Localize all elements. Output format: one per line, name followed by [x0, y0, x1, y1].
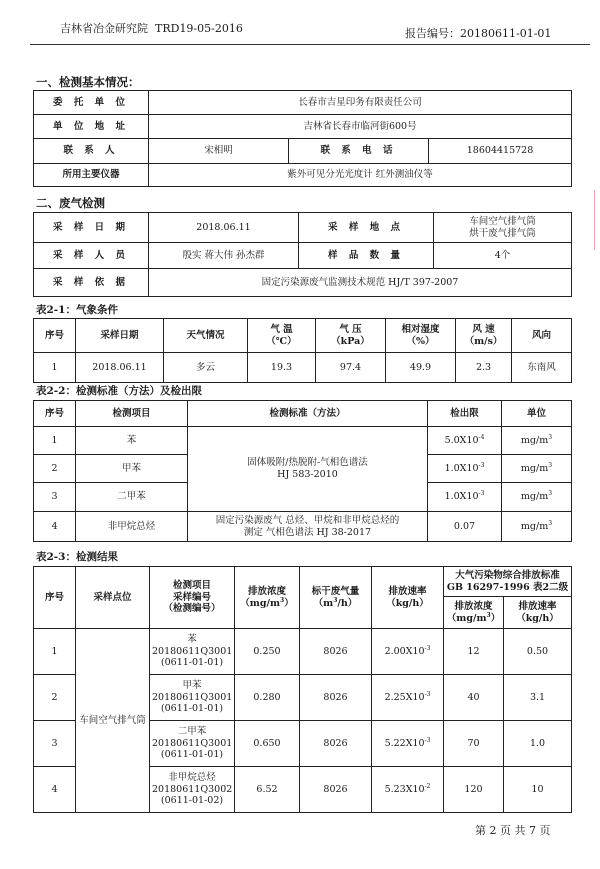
t23-h-std-1: 大气污染物综合排放标准: [455, 569, 560, 581]
t22-std-123-line1: 固体吸附/热脱附-气相色谱法: [247, 457, 368, 469]
table-row-rate: [372, 629, 444, 675]
client-value: 长春市吉星印务有限责任公司: [149, 91, 572, 115]
sample-code: 20180611Q3002: [152, 783, 233, 795]
unit-exp: 3: [548, 433, 553, 441]
t21-h-dir: 风向: [512, 319, 572, 353]
table-row-no: 3: [34, 721, 76, 767]
t22-std-4-line2: 测定 气相色谱法 HJ 38-2017: [243, 526, 372, 538]
t21-h-hum: [386, 319, 456, 353]
t21-h-wind-label: 风 速: [472, 323, 495, 335]
t23-h-no: 序号: [34, 567, 76, 629]
rate-exp: -2: [424, 782, 431, 790]
date-label: 采 样 日 期: [34, 213, 149, 243]
table22-title: 表2-2：检测标准（方法）及检出限: [36, 385, 202, 397]
t23-site: 车间空气排气筒: [76, 629, 150, 813]
sample-code: 20180611Q3001: [152, 691, 233, 703]
t23-h-std-rate-label: 排放速率: [518, 600, 557, 612]
t21-no: 1: [34, 353, 76, 383]
t21-h-press-unit: （kPa）: [331, 335, 370, 347]
table-row-conc: 0.650: [235, 721, 300, 767]
org-name: 吉林省冶金研究院: [60, 22, 148, 35]
table-row-rate: [372, 767, 444, 813]
t23-h-conc: [235, 567, 300, 629]
table-row-conc: 0.280: [235, 675, 300, 721]
count-label: 样 品 数 量: [299, 243, 434, 269]
t21-wind: 2.3: [456, 353, 512, 383]
t21-h-press: [316, 319, 386, 353]
t21-h-weather: 天气情况: [164, 319, 248, 353]
t21-weather: 多云: [164, 353, 248, 383]
table-row-std-rate: 3.1: [504, 675, 572, 721]
unit-base: mg/m: [520, 491, 549, 503]
unit-base: mg/m: [520, 434, 549, 446]
table-row-conc: 0.250: [235, 629, 300, 675]
t21-press: 97.4: [316, 353, 386, 383]
count-value: 4个: [434, 243, 572, 269]
table-row-item: [150, 675, 235, 721]
results-table: [33, 566, 572, 813]
table-row-item: 甲苯: [76, 455, 188, 483]
item-name: 苯: [187, 633, 197, 645]
t21-h-date: 采样日期: [76, 319, 164, 353]
t23-h-item-2: 采样编号: [172, 591, 211, 603]
t23-h-flow-unit: $(m^3/h)$: [313, 596, 358, 609]
t21-h-temp: [248, 319, 316, 353]
t21-h-wind: [456, 319, 512, 353]
limit-base: 1.0X10: [444, 491, 479, 503]
people-value: 殷实 蒋大伟 孙杰群: [149, 243, 299, 269]
weather-table: [33, 318, 572, 383]
item-name: 二甲苯: [177, 725, 207, 737]
t23-h-item-3: （检测编号）: [163, 603, 221, 615]
people-label: 采 样 人 员: [34, 243, 149, 269]
t21-h-hum-unit: （%）: [406, 335, 435, 347]
client-label: 委 托 单 位: [34, 91, 149, 115]
t21-h-press-label: 气 压: [339, 323, 362, 335]
page-number: 第 2 页 共 7 页: [475, 824, 551, 837]
t21-h-no: 序号: [34, 319, 76, 353]
t23-h-rate-unit: （kg/h）: [386, 597, 429, 609]
t23-h-std-rate: 排放速率 （kg/h）: [504, 597, 572, 629]
table-row-limit: [428, 455, 502, 483]
limit-base: 5.0X10: [444, 434, 479, 446]
item-name: 非甲烷总烃: [168, 771, 216, 783]
unit-exp: 3: [548, 461, 553, 469]
table-row-unit: [502, 455, 572, 483]
limit-exp: -4: [478, 433, 485, 441]
rate-base: 5.22X10: [384, 737, 425, 749]
t21-temp: 19.3: [248, 353, 316, 383]
table-row-std-conc: 40: [444, 675, 504, 721]
header-divider: [30, 44, 590, 45]
t23-h-std-2: GB 16297-1996 表2二级: [446, 581, 569, 593]
table-row-no: 1: [34, 629, 76, 675]
table-row-std-rate: 1.0: [504, 721, 572, 767]
table-row-conc: 6.52: [235, 767, 300, 813]
table-row-item: [150, 767, 235, 813]
unit-base: mg/m: [520, 462, 549, 474]
table-row-std-conc: 12: [444, 629, 504, 675]
unit-exp: 3: [548, 519, 553, 527]
t21-hum: 49.9: [386, 353, 456, 383]
item-name: 甲苯: [182, 679, 202, 691]
t22-std-4: [188, 512, 428, 542]
site-label: 采 样 地 点: [299, 213, 434, 243]
t21-h-hum-label: 相对湿度: [401, 323, 440, 335]
t23-h-item-1: 检测项目: [172, 579, 211, 591]
limit-exp: -3: [478, 461, 485, 469]
basis-label: 采 样 依 据: [34, 269, 149, 297]
table-row-item: 非甲烷总烃: [76, 512, 188, 542]
basis-value: 固定污染源废气监测技术规范 HJ/T 397-2007: [149, 269, 572, 297]
table-row-no: 3: [34, 483, 76, 512]
address-label: 单 位 地 址: [34, 115, 149, 139]
t22-std-123: [188, 427, 428, 512]
test-code: (0611-01-01): [160, 749, 224, 761]
rate-base: 2.00X10: [384, 645, 425, 657]
instrument-label: 所用主要仪器: [34, 164, 149, 187]
limit-base: 1.0X10: [444, 462, 479, 474]
t21-h-temp-label: 气 温: [270, 323, 293, 335]
test-code: (0611-01-01): [160, 657, 224, 669]
rate-exp: -3: [424, 736, 431, 744]
t23-h-site: 采样点位: [76, 567, 150, 629]
table-row-rate: [372, 675, 444, 721]
table-row-flow: 8026: [300, 675, 372, 721]
t23-h-std-conc-label: 排放浓度: [454, 600, 493, 612]
t22-h-unit: 单位: [502, 401, 572, 427]
t22-h-no: 序号: [34, 401, 76, 427]
site-value-1: 车间空气排气筒: [469, 215, 536, 227]
report-number: 报告编号：20180611-01-01: [405, 27, 552, 40]
table-row-item: [150, 629, 235, 675]
rate-exp: -3: [424, 690, 431, 698]
phone-label: 联 系 电 话: [289, 139, 429, 164]
table-row-no: 1: [34, 427, 76, 455]
t23-h-flow-label: 标干废气量: [311, 585, 360, 597]
table-row-std-rate: 10: [504, 767, 572, 813]
sample-code: 20180611Q3001: [152, 645, 233, 657]
t21-date: 2018.06.11: [76, 353, 164, 383]
seal-mark: [594, 190, 600, 250]
table-row-flow: 8026: [300, 629, 372, 675]
basic-info-table: [33, 90, 572, 187]
section1-title: 一、检测基本情况：: [36, 75, 140, 89]
table-row-item: 苯: [76, 427, 188, 455]
t23-h-rate: [372, 567, 444, 629]
site-value: [434, 213, 572, 243]
table-row-std-rate: 0.50: [504, 629, 572, 675]
method-table: [33, 400, 572, 542]
table-row-no: 2: [34, 675, 76, 721]
table-row-unit: [502, 483, 572, 512]
t21-dir: 东南风: [512, 353, 572, 383]
t22-h-limit: 检出限: [428, 401, 502, 427]
limit-exp: -3: [478, 489, 485, 497]
table-row-flow: 8026: [300, 767, 372, 813]
table-row-unit: [502, 512, 572, 542]
t22-std-4-line1: 固定污染源废气 总烃、甲烷和非甲烷总烃的: [215, 514, 400, 526]
t23-h-item: [150, 567, 235, 629]
table-row-limit: [428, 427, 502, 455]
t22-h-std: 检测标准（方法）: [188, 401, 428, 427]
table-row-no: 4: [34, 767, 76, 813]
table-row-no: 2: [34, 455, 76, 483]
section2-title: 二、废气检测: [36, 196, 105, 210]
sample-code: 20180611Q3001: [152, 737, 233, 749]
table-row-limit: 0.07: [428, 512, 502, 542]
address-value: 吉林省长春市临河街600号: [149, 115, 572, 139]
t23-h-std: [444, 567, 572, 597]
t23-h-conc-unit: $(mg/m^3)$: [240, 596, 294, 609]
t21-h-wind-unit: （m/s）: [464, 335, 503, 347]
site-value-2: 烘干废气排气筒: [469, 227, 536, 239]
t23-h-conc-unit-base: （mg/m: [240, 597, 280, 609]
table-row-std-conc: 70: [444, 721, 504, 767]
header-org: [60, 20, 243, 36]
rate-exp: -3: [424, 644, 431, 652]
t23-h-flow-unit-base: （m: [313, 597, 334, 609]
t23-h-std-conc: 排放浓度 $(mg/m^3)$: [444, 597, 504, 629]
contact-label: 联 系 人: [34, 139, 149, 164]
sampling-info-table: [33, 212, 572, 297]
t22-std-123-line2: HJ 583-2010: [277, 469, 338, 480]
t22-h-item: 检测项目: [76, 401, 188, 427]
unit-exp: 3: [548, 489, 553, 497]
table-row-unit: [502, 427, 572, 455]
rate-base: 5.23X10: [384, 783, 425, 795]
unit-base: mg/m: [520, 520, 549, 532]
rate-base: 2.25X10: [384, 691, 425, 703]
table-row-flow: 8026: [300, 721, 372, 767]
table21-title: 表2-1：气象条件: [36, 304, 118, 316]
table23-title: 表2-3：检测结果: [36, 551, 118, 563]
phone-value: 18604415728: [429, 139, 572, 164]
instrument-value: 紫外可见分光光度计 红外测油仪等: [149, 164, 572, 187]
test-code: (0611-01-02): [160, 795, 224, 807]
t23-h-conc-label: 排放浓度: [247, 585, 286, 597]
date-value: 2018.06.11: [149, 213, 299, 243]
t21-h-temp-unit: （℃）: [266, 335, 297, 347]
t23-h-rate-label: 排放速率: [388, 585, 427, 597]
table-row-no: 4: [34, 512, 76, 542]
contact-value: 宋相明: [149, 139, 289, 164]
table-row-limit: [428, 483, 502, 512]
test-code: (0611-01-01): [160, 703, 224, 715]
table-row-item: 二甲苯: [76, 483, 188, 512]
table-row-item: [150, 721, 235, 767]
t23-h-flow: [300, 567, 372, 629]
doc-code: TRD19-05-2016: [155, 22, 243, 35]
table-row-std-conc: 120: [444, 767, 504, 813]
table-row-rate: [372, 721, 444, 767]
